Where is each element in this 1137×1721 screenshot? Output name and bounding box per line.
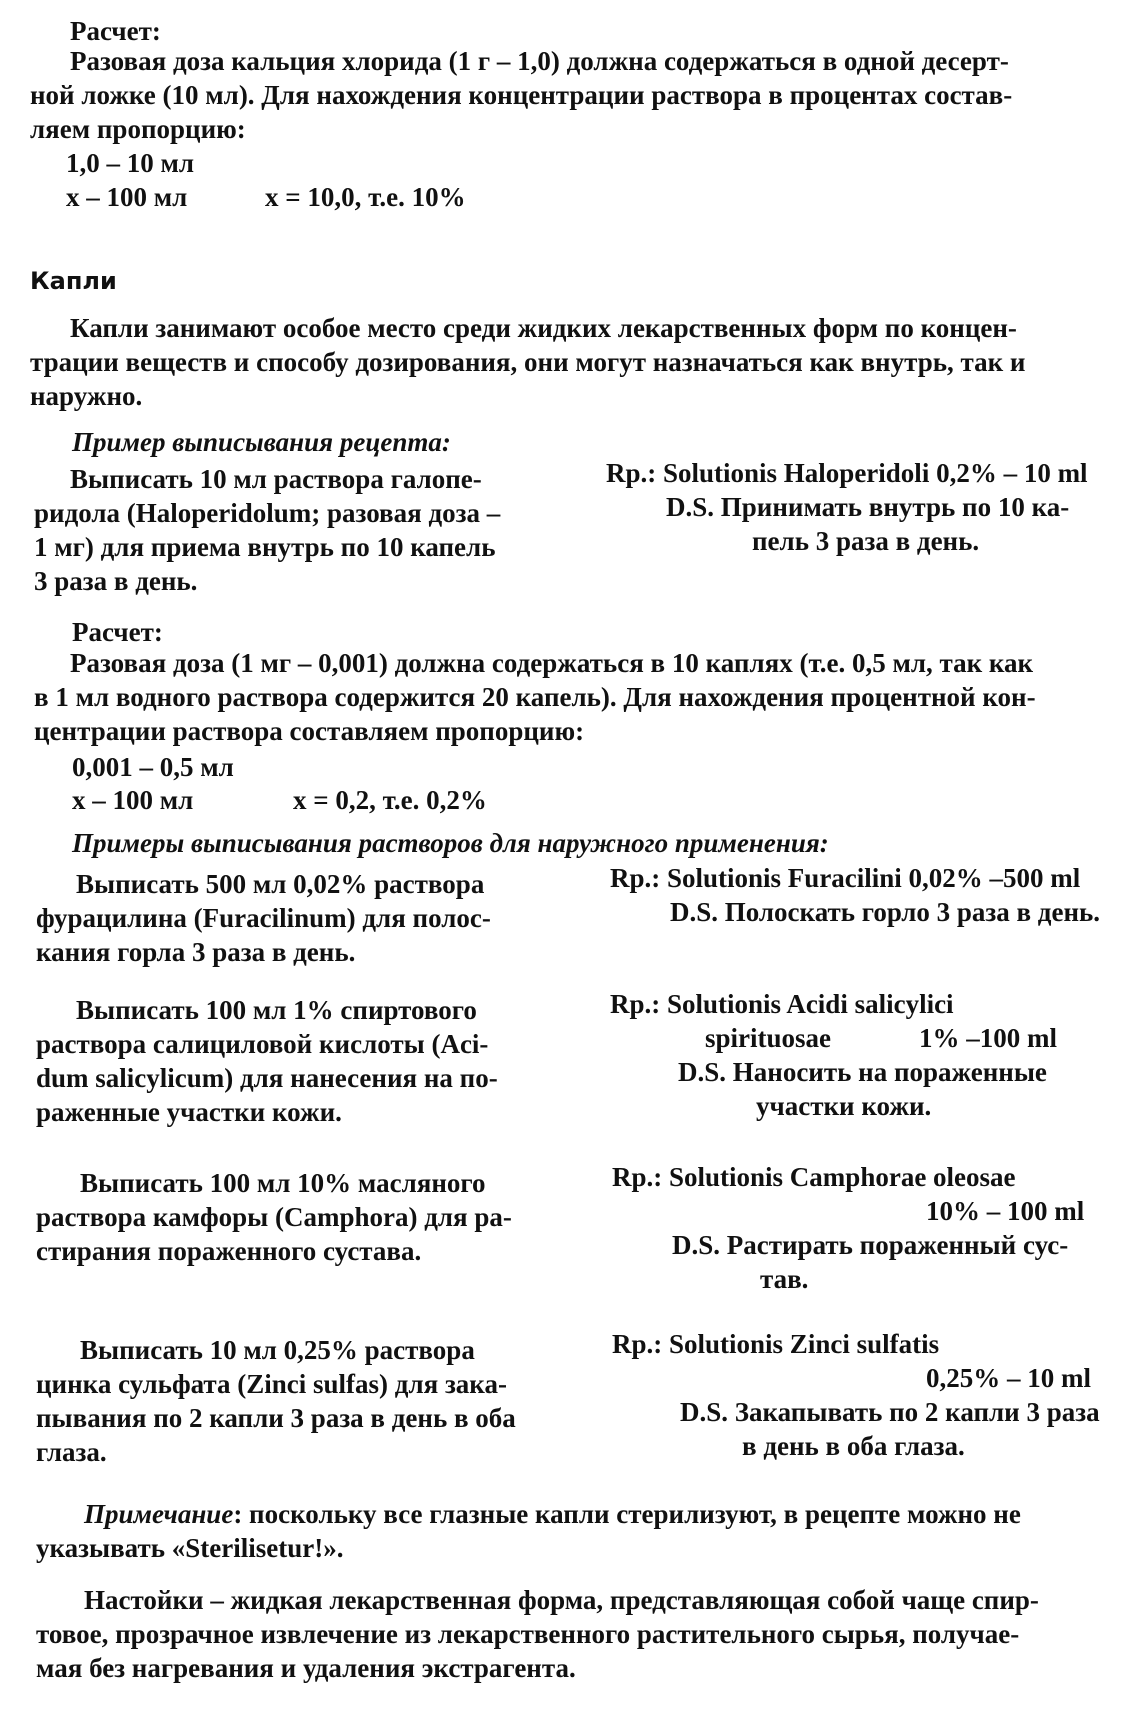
rx-line: Rp.: Solutionis Acidi salicylici [610,989,954,1019]
calc1-heading: Расчет: [70,16,161,46]
example-title: Пример выписывания рецепта: [72,427,451,457]
rx-line: D.S. Наносить на пораженные [678,1057,1047,1087]
drops-line: наружно. [30,381,143,411]
furacilin-task [36,867,491,969]
example1-prescription [606,456,1088,558]
calc1-text [30,44,1110,146]
tinctures-term: Настойки [84,1585,204,1615]
tinctures-text: – жидкая лекарственная форма, представляющая собой чаще спир- [203,1585,1039,1615]
calc2-proportion-2: х – 100 мл [72,785,194,815]
task-line: Выписать 10 мл раствора галопе- [70,464,482,494]
calc1-proportion-2: х – 100 мл [66,182,188,212]
task-line: фурацилина (Furacilinum) для полос- [36,903,491,933]
rx-line: Rp.: Solutionis Zinci sulfatis [612,1329,940,1359]
task-line: цинка сульфата (Zinci sulfas) для зака- [36,1369,507,1399]
task-line: Выписать 500 мл 0,02% раствора [76,869,485,899]
task-line: Выписать 100 мл 1% спиртового [76,995,477,1025]
rx-line: 0,25% – 10 ml [926,1363,1091,1393]
tinctures-line [84,1583,1039,1617]
calc2-proportion-1: 0,001 – 0,5 мл [72,752,234,782]
task-line: Выписать 10 мл 0,25% раствора [80,1335,475,1365]
salicylic-task [36,993,498,1129]
calc1-line: Разовая доза кальция хлорида (1 г – 1,0) должна содержаться в одной десерт- [70,46,1009,76]
task-line: раженные участки кожи. [36,1097,342,1127]
drops-line: трации веществ и способу дозирования, они могут назначаться как внутрь, так и [30,347,1026,377]
calc2-line: Разовая доза (1 мг – 0,001) должна содержаться в 10 каплях (т.е. 0,5 мл, так как [70,648,1034,678]
task-line: 1 мг) для приема внутрь по 10 капель [34,532,496,562]
drops-heading: Капли [30,267,117,295]
calc1-result: х = 10,0, т.е. 10% [265,182,466,212]
rx-line: тав. [760,1264,809,1294]
calc1-line: ляем пропорцию: [30,114,246,144]
drops-paragraph [30,311,1120,413]
tinctures-paragraph [36,1583,1039,1685]
calc2-line: центрации раствора составляем пропорцию: [34,716,585,746]
task-line: раствора салициловой кислоты (Aci- [36,1029,489,1059]
drops-line: Капли занимают особое место среди жидких лекарственных форм по концен- [70,313,1017,343]
examples-title: Примеры выписывания растворов для наружного применения: [72,828,829,858]
task-line: стирания пораженного сустава. [36,1236,422,1266]
note-paragraph [36,1497,1021,1565]
camphor-task [36,1166,512,1268]
camphor-prescription [612,1160,1084,1296]
task-line: пывания по 2 капли 3 раза в день в оба [36,1403,516,1433]
rx-line: Rp.: Solutionis Haloperidoli 0,2% – 10 ml [606,458,1088,488]
rx-line [705,1021,1110,1055]
task-line: раствора камфоры (Camphora) для ра- [36,1202,512,1232]
rx-line: D.S. Полоскать горло 3 раза в день. [670,897,1101,927]
calc2-line: в 1 мл водного раствора содержится 20 капель). Для нахождения процентной кон- [34,682,1036,712]
tinctures-line: мая без нагревания и удаления экстрагента. [36,1653,576,1683]
note-text: : поскольку все глазные капли стерилизуют, в рецепте можно не [233,1499,1021,1529]
furacilin-prescription [610,861,1100,929]
rx-line: в день в оба глаза. [742,1431,965,1461]
note-line: указывать «Sterilisetur!». [36,1533,344,1563]
rx-line: участки кожи. [756,1091,932,1121]
calc2-heading: Расчет: [72,617,163,647]
rx-line: Rp.: Solutionis Camphorae oleosae [612,1162,1016,1192]
salicylic-prescription [610,987,1110,1123]
example1-task [34,462,501,598]
rx-line: пель 3 раза в день. [752,526,980,556]
note-label: Примечание [84,1499,234,1529]
calc2-text [34,646,1036,748]
task-line: Выписать 100 мл 10% масляного [80,1168,486,1198]
calc1-line: ной ложке (10 мл). Для нахождения концентрации раствора в процентах состав- [30,80,1013,110]
rx-line: 10% – 100 ml [926,1196,1085,1226]
rx-line: D.S. Закапывать по 2 капли 3 раза [680,1397,1100,1427]
task-line: кания горла 3 раза в день. [36,937,356,967]
rx-form: spirituosae [705,1023,832,1053]
task-line: глаза. [36,1437,107,1467]
task-line: ридола (Haloperidolum; разовая доза – [34,498,501,528]
rx-line: Rp.: Solutionis Furacilini 0,02% –500 ml [610,863,1081,893]
rx-line: D.S. Принимать внутрь по 10 ка- [666,492,1070,522]
zinc-prescription [612,1327,1100,1463]
zinc-task [36,1333,516,1469]
tinctures-line: товое, прозрачное извлечение из лекарственного растительного сырья, получае- [36,1619,1020,1649]
note-line [84,1497,1021,1531]
task-line: dum salicylicum) для нанесения на по- [36,1063,498,1093]
calc2-result: х = 0,2, т.е. 0,2% [293,785,487,815]
rx-line: D.S. Растирать пораженный сус- [672,1230,1069,1260]
calc1-proportion-1: 1,0 – 10 мл [66,148,195,178]
task-line: 3 раза в день. [34,566,198,596]
rx-dose: 1% –100 ml [919,1023,1058,1053]
